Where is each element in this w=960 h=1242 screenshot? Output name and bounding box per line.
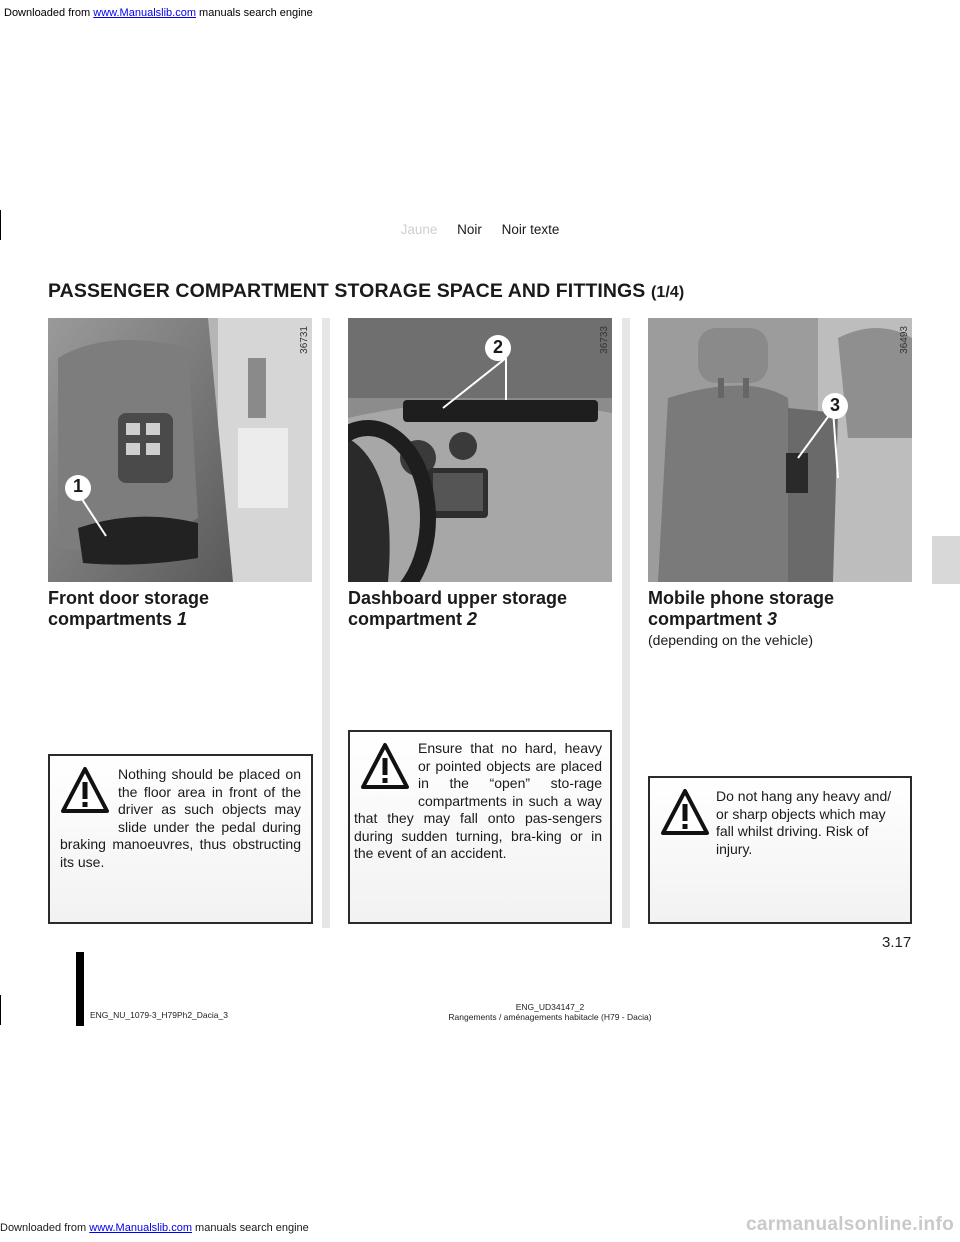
column-divider — [322, 318, 330, 928]
heading-line: Dashboard upper storage — [348, 588, 568, 608]
warning-text: Do not hang any heavy and/ or sharp objects which may fall whilst driving. Risk of injury. — [716, 788, 892, 857]
image-code: 36493 — [899, 326, 910, 354]
column-divider — [622, 318, 630, 928]
color-mark-noir: Noir — [457, 222, 482, 237]
warning-box — [648, 776, 912, 924]
page-title-part: (1/4) — [650, 284, 685, 301]
heading-line: compartment — [348, 609, 463, 629]
page-title-main: PASSENGER COMPARTMENT STORAGE SPACE AND FITTINGS — [48, 280, 646, 302]
crop-mark — [0, 995, 1, 1025]
heading-line: compartment — [648, 609, 763, 629]
warning-text — [60, 766, 301, 871]
image-code: 36733 — [599, 326, 610, 354]
footer-bar — [76, 952, 84, 1026]
footer-description: Rangements / aménagements habitacle (H79 - Dacia) — [448, 1012, 652, 1022]
warning-box — [48, 754, 313, 924]
warning-text-content: Ensure that no hard, heavy or pointed objects are placed in the “open” sto-rage compartments in such a way that they may fall onto pas-sengers during sudden turning, bra-king or in the event of an accident. — [354, 740, 602, 861]
phone-storage-photo — [648, 318, 912, 582]
callout-3: 3 — [829, 395, 840, 415]
callout-2: 2 — [492, 337, 503, 357]
warning-box — [348, 730, 612, 924]
front-door-heading — [48, 588, 312, 630]
banner-prefix: Downloaded from — [4, 7, 91, 19]
chapter-tab — [932, 536, 960, 584]
heading-number: 3 — [767, 609, 778, 629]
warning-text-content: Nothing should be placed on the floor area in front of the driver as such objects may slide under the pedal during braking manoeuvres, thus obstructing its use. — [60, 766, 301, 870]
warning-text — [354, 740, 602, 863]
download-footer — [0, 1222, 309, 1234]
manualslib-link[interactable]: www.Manualslib.com — [93, 7, 196, 19]
footer-left: ENG_NU_1079-3_H79Ph2_Dacia_3 — [90, 1010, 228, 1020]
color-mark-noir-texte: Noir texte — [501, 222, 560, 237]
download-footer-prefix: Downloaded from — [0, 1222, 87, 1234]
dashboard-heading — [348, 588, 612, 630]
color-mark-jaune: Jaune — [400, 222, 438, 237]
phone-heading — [648, 588, 912, 651]
callout-1: 1 — [72, 476, 83, 496]
heading-number: 1 — [177, 609, 188, 629]
image-code: 36731 — [299, 326, 310, 354]
heading-line: compartments — [48, 609, 173, 629]
heading-number: 2 — [467, 609, 478, 629]
watermark: carmanualsonline.info — [746, 1214, 954, 1235]
color-marks — [0, 222, 960, 237]
door-storage-photo — [48, 318, 312, 582]
banner-suffix: manuals search engine — [199, 7, 313, 19]
footer-center — [400, 1002, 700, 1022]
manualslib-footer-link[interactable]: www.Manualslib.com — [89, 1222, 192, 1234]
vehicle-note: (depending on the vehicle) — [648, 632, 814, 648]
page-number: 3.17 — [882, 934, 912, 951]
download-footer-suffix: manuals search engine — [195, 1222, 309, 1234]
heading-line: Mobile phone storage — [648, 588, 835, 608]
download-banner — [0, 0, 960, 26]
warning-icon — [660, 788, 710, 838]
page-title — [48, 280, 684, 303]
dashboard-storage-photo — [348, 318, 612, 582]
footer-code: ENG_UD34147_2 — [515, 1002, 585, 1012]
heading-line: Front door storage — [48, 588, 209, 608]
